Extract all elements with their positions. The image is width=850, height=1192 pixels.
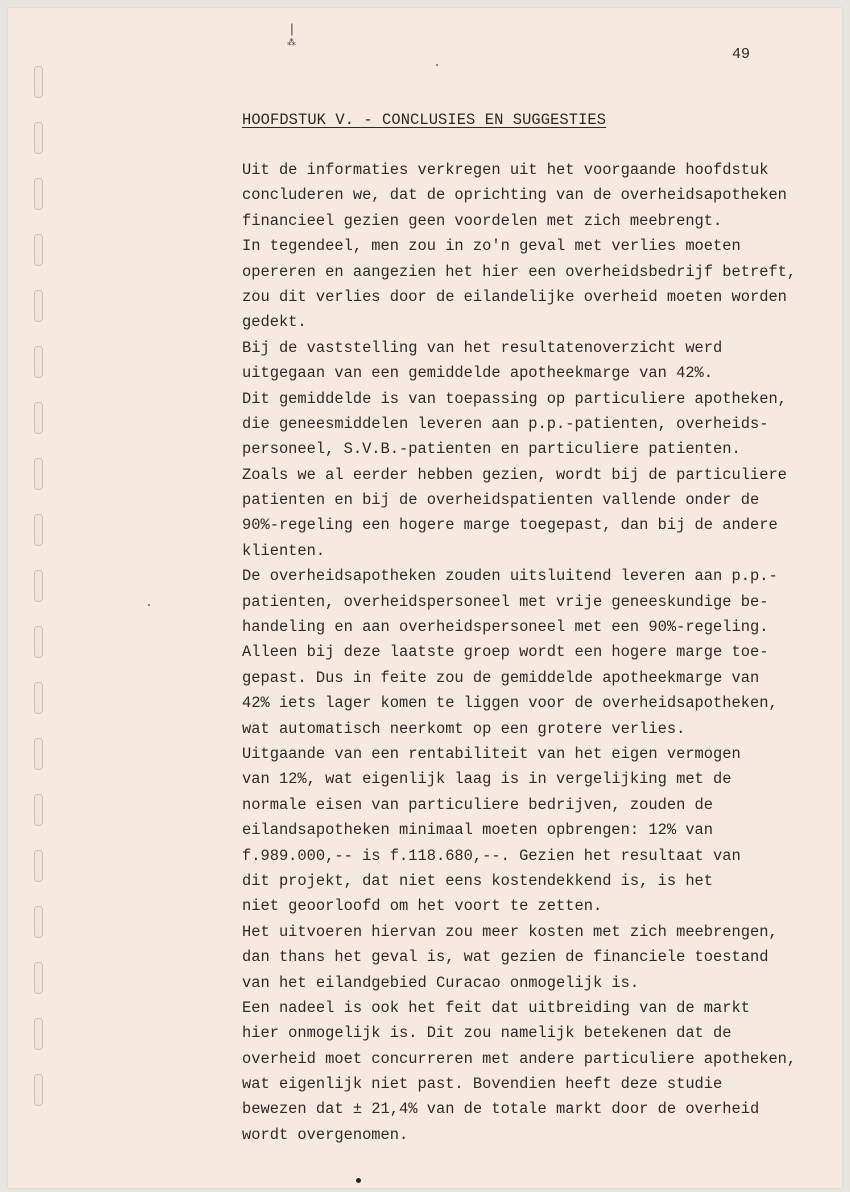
punch-hole	[34, 570, 43, 602]
text-line: van 12%, wat eigenlijk laag is in vergelijking met de	[242, 770, 732, 789]
punch-hole	[34, 122, 43, 154]
text-line: gepast. Dus in feite zou de gemiddelde apotheekmarge van	[242, 668, 760, 687]
punch-hole	[34, 514, 43, 546]
text-line: hier onmogelijk is. Dit zou namelijk betekenen dat de	[242, 1024, 732, 1043]
text-line: dan thans het geval is, wat gezien de financiele toestand	[242, 948, 769, 967]
text-line: wordt overgenomen.	[242, 1125, 409, 1144]
text-line: patienten en bij de overheidspatienten vallende onder de	[242, 491, 760, 510]
text-line: Alleen bij deze laatste groep wordt een hogere marge toe-	[242, 643, 769, 662]
text-line: Uit de informaties verkregen uit het voorgaande hoofdstuk	[242, 161, 769, 179]
text-line: concluderen we, dat de oprichting van de overheidsapotheken	[242, 186, 787, 205]
punch-hole	[34, 682, 43, 714]
punch-hole	[34, 290, 43, 322]
text-line: 42% iets lager komen te liggen voor de overheidsapotheken,	[242, 694, 778, 713]
text-line: wat eigenlijk niet past. Bovendien heeft deze studie	[242, 1075, 723, 1094]
text-line: Zoals we al eerder hebben gezien, wordt bij de particuliere	[242, 465, 787, 484]
text-line: zou dit verlies door de eilandelijke overheid moeten worden	[242, 287, 787, 306]
punch-hole	[34, 458, 43, 490]
text-line: patienten, overheidspersoneel met vrije geneeskundige be-	[242, 592, 769, 611]
text-line: overheid moet concurreren met andere particuliere apotheken,	[242, 1049, 797, 1068]
text-line: niet geoorloofd om het voort te zetten.	[242, 897, 603, 916]
text-line: dit projekt, dat niet eens kostendekkend is, is het	[242, 871, 714, 890]
punch-hole	[34, 178, 43, 210]
text-line: De overheidsapotheken zouden uitsluitend leveren aan p.p.-	[242, 567, 778, 586]
text-line: eilandsapotheken minimaal moeten opbrengen: 12% van	[242, 821, 714, 840]
punch-hole	[34, 850, 43, 882]
text-line: 90%-regeling een hogere marge toegepast, dan bij de andere	[242, 516, 778, 535]
text-line: van het eilandgebied Curacao onmogelijk is.	[242, 973, 640, 992]
punch-hole	[34, 1018, 43, 1050]
punch-hole	[34, 738, 43, 770]
text-line: opereren en aangezien het hier een overheidsbedrijf betreft,	[242, 262, 797, 281]
text-line: financieel gezien geen voordelen met zich meebrengt.	[242, 211, 723, 230]
punch-hole	[34, 234, 43, 266]
punch-hole	[34, 66, 43, 98]
text-line: klienten.	[242, 541, 326, 560]
punch-hole	[34, 626, 43, 658]
text-line: normale eisen van particuliere bedrijven, zouden de	[242, 795, 714, 814]
text-line: uitgegaan van een gemiddelde apotheekmarge van 42%.	[242, 364, 714, 383]
scan-dot	[356, 1178, 361, 1183]
punch-hole	[34, 346, 43, 378]
text-line: Een nadeel is ook het feit dat uitbreiding van de markt	[242, 998, 750, 1017]
punch-hole	[34, 962, 43, 994]
punch-hole	[34, 906, 43, 938]
page-number: 49	[732, 46, 751, 63]
text-line: handeling en aan overheidspersoneel met een 90%-regeling.	[242, 618, 769, 637]
chapter-heading: HOOFDSTUK V. - CONCLUSIES EN SUGGESTIES	[242, 111, 607, 129]
scan-dot	[148, 604, 150, 606]
scan-mark: ⁂	[287, 38, 296, 48]
text-line: Het uitvoeren hiervan zou meer kosten met zich meebrengen,	[242, 922, 778, 941]
text-line: bewezen dat ± 21,4% van de totale markt door de overheid	[242, 1100, 760, 1119]
text-line: gedekt.	[242, 313, 307, 332]
text-line: wat automatisch neerkomt op een grotere verlies.	[242, 719, 686, 738]
text-line: In tegendeel, men zou in zo'n geval met verlies moeten	[242, 237, 741, 256]
text-line: f.989.000,-- is f.118.680,--. Gezien het resultaat van	[242, 846, 741, 865]
body-text	[242, 158, 842, 1148]
scan-dot	[436, 64, 438, 66]
text-line: Bij de vaststelling van het resultatenoverzicht werd	[242, 338, 723, 357]
punch-hole	[34, 402, 43, 434]
text-line: Uitgaande van een rentabiliteit van het eigen vermogen	[242, 744, 741, 763]
text-line: personeel, S.V.B.-patienten en particuliere patienten.	[242, 440, 741, 459]
text-line: Dit gemiddelde is van toepassing op particuliere apotheken,	[242, 389, 787, 408]
punch-hole	[34, 794, 43, 826]
scan-mark: |	[288, 22, 296, 37]
text-line: die geneesmiddelen leveren aan p.p.-patienten, overheids-	[242, 414, 769, 433]
punch-hole	[34, 1074, 43, 1106]
document-page	[8, 8, 842, 1188]
